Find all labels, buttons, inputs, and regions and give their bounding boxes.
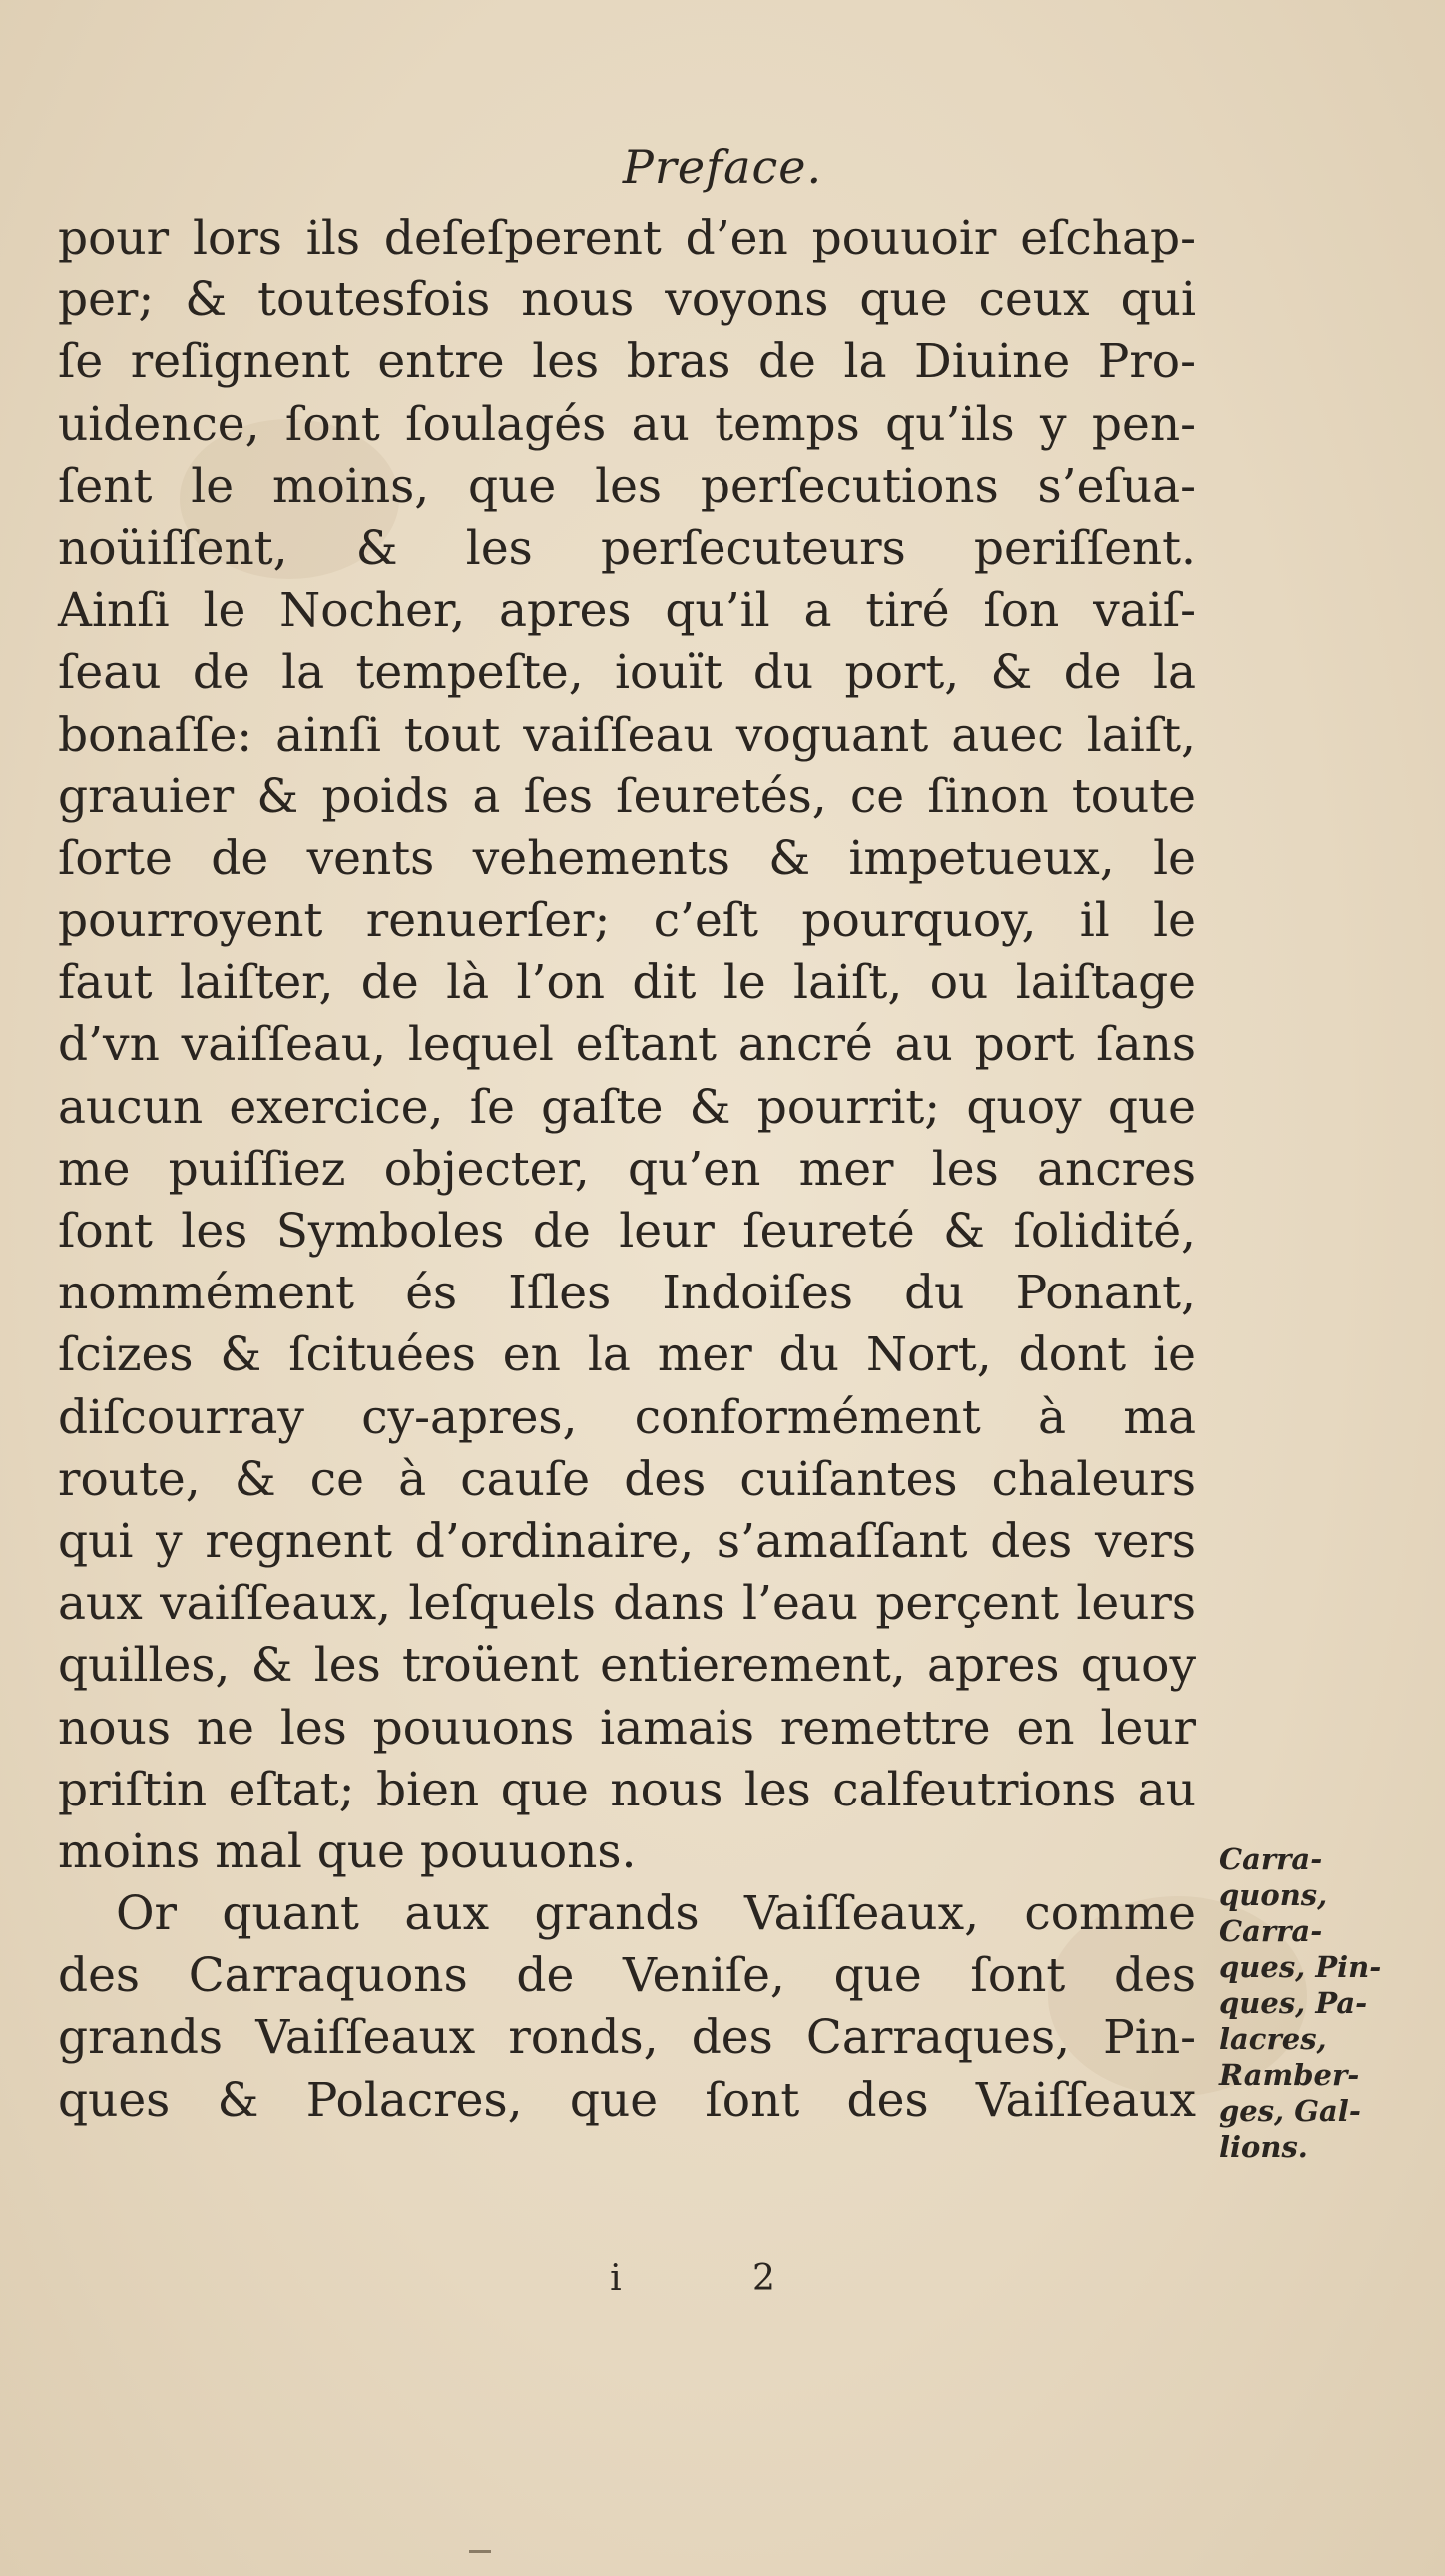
text-line: grauier & poids a ſes ſeuretés, ce ſinon toute xyxy=(58,769,1196,824)
text-line: ſeau de la tempeſte, iouït du port, & de la xyxy=(58,645,1196,701)
text-line: ſorte de vents vehements & impetueux, le xyxy=(58,830,1196,886)
text-line: ſe reſignent entre les bras de la Diuine Pro- xyxy=(58,334,1196,390)
body-text xyxy=(58,208,1196,2132)
margin-note xyxy=(1219,1841,1429,2165)
text-line: noüiſſent, & les perſecuteurs periſſent. xyxy=(58,520,1196,576)
text-line: me puiſſiez objecter, qu’en mer les ancres xyxy=(58,1141,1196,1197)
text-line: aux vaiſſeaux, leſquels dans l’eau perçent leurs xyxy=(58,1576,1196,1632)
page-signature: i 2 xyxy=(610,2258,835,2299)
text-line: route, & ce à cauſe des cuiſantes chaleurs xyxy=(58,1451,1196,1507)
margin-note-line: Ramber- xyxy=(1219,2058,1360,2092)
text-line: aucun exercice, ſe gaſte & pourrit; quoy que xyxy=(58,1079,1196,1135)
text-line: ques & Polacres, que ſont des Vaiſſeaux xyxy=(58,2072,1196,2128)
margin-note-line: ges, Gal- xyxy=(1219,2094,1361,2128)
text-line: des Carraquons de Veniſe, que ſont des xyxy=(58,1948,1196,2004)
text-line: pour lors ils deſeſperent d’en pouuoir eſchap- xyxy=(58,211,1196,265)
margin-note-line: lions. xyxy=(1219,2130,1308,2164)
text-line: nommément és Iſles Indoiſes du Ponant, xyxy=(58,1266,1196,1321)
text-line: Or quant aux grands Vaiſſeaux, comme xyxy=(116,1886,1196,1942)
text-line: Ainſi le Nocher, apres qu’il a tiré ſon vaiſ- xyxy=(58,583,1196,639)
text-line: qui y regnent d’ordinaire, s’amaſſant des vers xyxy=(58,1513,1196,1569)
text-line: moins mal que pouuons. xyxy=(58,1823,637,1879)
text-line: priſtin eſtat; bien que nous les calfeutrions au xyxy=(58,1762,1196,1817)
text-line: nous ne les pouuons iamais remettre en leur xyxy=(58,1700,1196,1756)
text-line: diſcourray cy-apres, conformément à ma xyxy=(58,1389,1196,1445)
text-line: ſont les Symboles de leur ſeureté & ſolidité, xyxy=(58,1204,1196,1259)
margin-note-line: ques, Pin- xyxy=(1219,1950,1382,1984)
text-line: faut laiſter, de là l’on dit le laiſt, ou laiſtage xyxy=(58,955,1196,1011)
text-line: per; & toutesfois nous voyons que ceux qui xyxy=(58,272,1196,328)
text-line: ſcizes & ſcituées en la mer du Nort, dont ie xyxy=(58,1327,1196,1383)
text-line: quilles, & les troüent entierement, apres quoy xyxy=(58,1638,1196,1694)
margin-note-line: Carra- xyxy=(1219,1842,1323,1876)
text-line: bonaſſe: ainſi tout vaiſſeau voguant auec laiſt, xyxy=(58,707,1196,763)
text-line: d’vn vaiſſeau, lequel eſtant ancré au port ſans xyxy=(58,1017,1196,1073)
margin-note-line: quons, xyxy=(1219,1878,1328,1912)
text-line: grands Vaiſſeaux ronds, des Carraques, Pin- xyxy=(58,2010,1196,2066)
text-line: uidence, ſont ſoulagés au temps qu’ils y pen- xyxy=(58,396,1196,452)
text-line: pourroyent renuerſer; c’eſt pourquoy, il le xyxy=(58,893,1196,949)
page-title: Preface. xyxy=(622,140,823,194)
margin-note-line: lacres, xyxy=(1219,2022,1327,2056)
printer-dash xyxy=(469,2550,491,2553)
margin-note-line: Carra- xyxy=(1219,1914,1323,1948)
margin-note-line: ques, Pa- xyxy=(1219,1986,1368,2020)
text-line: ſent le moins, que les perſecutions s’eſua- xyxy=(58,458,1196,514)
